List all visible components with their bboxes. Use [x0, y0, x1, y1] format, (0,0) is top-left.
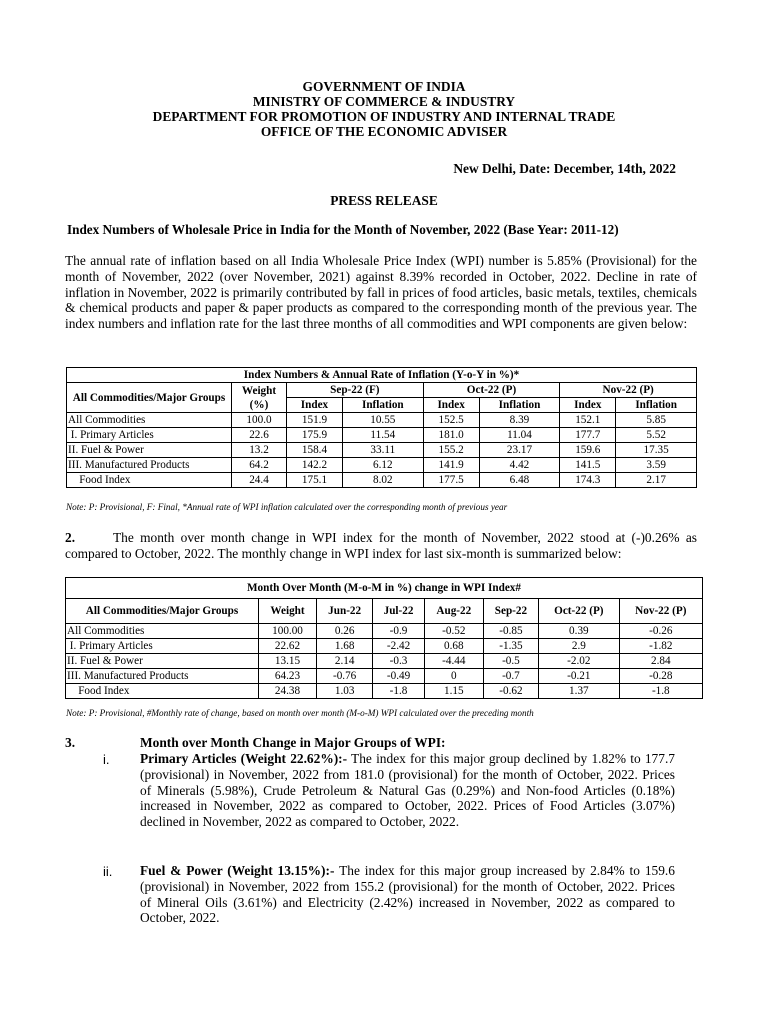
table2-value-cell: -0.62 [483, 684, 538, 699]
table2-header-cell: Oct-22 (P) [539, 599, 620, 624]
item2-roman: ii. [103, 864, 113, 879]
press-release-title: PRESS RELEASE [330, 193, 438, 208]
table2-value-cell: 2.84 [619, 654, 702, 669]
table2-header-cell: All Commodities/Major Groups [66, 599, 259, 624]
date-line: New Delhi, Date: December, 14th, 2022 [453, 161, 676, 176]
table1-note: Note: P: Provisional, F: Final, *Annual rate of WPI inflation calculated over the corresponding month of previous year [66, 502, 508, 512]
table1-value-cell: 175.1 [287, 473, 343, 488]
table1-month-nov: Nov-22 (P) [560, 383, 697, 398]
item1-heading: Primary Articles (Weight 22.62%):- [140, 751, 348, 766]
table1-weight-cell: 22.6 [232, 428, 287, 443]
table2-value-cell: 0.68 [424, 639, 483, 654]
table2-row [66, 654, 703, 669]
table2-value-cell: -4.44 [424, 654, 483, 669]
table1-value-cell: 23.17 [479, 443, 560, 458]
table1-sub-inflation: Inflation [342, 398, 423, 413]
table2-value-cell: 13.15 [259, 654, 317, 669]
table2-row-label: II. Fuel & Power [66, 654, 259, 669]
table2-value-cell: -1.35 [483, 639, 538, 654]
table2-value-cell: -0.9 [373, 624, 425, 639]
table1-value-cell: 5.85 [616, 413, 697, 428]
item1-text: The index for this major group declined by 1.82% to 177.7 (provisional) in November, 2022 from 181.0 (provisional) for the month of October, 2022. Prices of Minerals (5.98%), Crude Petroleum & Natural Gas (0.29%) and Non-food Articles (0.18%) increased in November, 2022 as compared to October, 2022. Prices of Food Articles (3.07%) declined in November, 2022 as compared to October, 2022. [140, 751, 675, 830]
table1-value-cell: 175.9 [287, 428, 343, 443]
table1-value-cell: 152.1 [560, 413, 616, 428]
table2-row [66, 624, 703, 639]
table1-col-weight: Weight (%) [232, 383, 287, 413]
table2-header-cell: Weight [259, 599, 317, 624]
header-line-3: DEPARTMENT FOR PROMOTION OF INDUSTRY AND INTERNAL TRADE [152, 109, 616, 124]
table1-value-cell: 142.2 [287, 458, 343, 473]
table1-row-label: III. Manufactured Products [67, 458, 232, 473]
table1-row [67, 473, 697, 488]
item2-text: The index for this major group increased by 2.84% to 159.6 (provisional) in November, 2022 from 155.2 (provisional) for the month of October, 2022. Prices of Mineral Oils (3.61%) and Electricity (2.42%) increased in November, 2022 as compared to October, 2022. [140, 863, 675, 926]
table1-value-cell: 2.17 [616, 473, 697, 488]
header-line-1: GOVERNMENT OF INDIA [302, 79, 466, 94]
section3-number: 3. [65, 735, 76, 750]
table2-value-cell: -0.7 [483, 669, 538, 684]
table2-row [66, 639, 703, 654]
table2-header-cell: Aug-22 [424, 599, 483, 624]
table1-value-cell: 3.59 [616, 458, 697, 473]
intro-paragraph: The annual rate of inflation based on all India Wholesale Price Index (WPI) number is 5.85% (Provisional) for the month of November, 2022 (over November, 2021) against 8.39% recorded in October, 2022. Decline in rate of inflation in November, 2022 is primarily contributed by fall in prices of food articles, basic metals, textiles, chemicals & chemical products and paper & paper products as compared to the corresponding month of the previous year. The index numbers and inflation rate for the last three months of all commodities and WPI components are given below: [65, 253, 697, 332]
table1-value-cell: 10.55 [342, 413, 423, 428]
item1-paragraph [140, 751, 675, 830]
table1-weight-cell: 24.4 [232, 473, 287, 488]
annual-inflation-table [66, 367, 697, 488]
section2-number: 2. [65, 530, 76, 545]
table1-value-cell: 11.04 [479, 428, 560, 443]
table1-value-cell: 158.4 [287, 443, 343, 458]
table1-value-cell: 155.2 [423, 443, 479, 458]
table2-value-cell: 22.62 [259, 639, 317, 654]
table1-row [67, 413, 697, 428]
table1-value-cell: 8.39 [479, 413, 560, 428]
table2-value-cell: -0.28 [619, 669, 702, 684]
table1-value-cell: 11.54 [342, 428, 423, 443]
table1-sub-inflation: Inflation [479, 398, 560, 413]
table2-header-cell: Nov-22 (P) [619, 599, 702, 624]
table1-value-cell: 5.52 [616, 428, 697, 443]
table2-value-cell: -0.26 [619, 624, 702, 639]
table1-value-cell: 6.48 [479, 473, 560, 488]
table2-row-label: Food Index [66, 684, 259, 699]
table2-value-cell: -0.21 [539, 669, 620, 684]
table2-value-cell: 1.03 [317, 684, 373, 699]
table2-value-cell: -2.02 [539, 654, 620, 669]
table1-value-cell: 141.5 [560, 458, 616, 473]
table1-value-cell: 174.3 [560, 473, 616, 488]
table2-header-cell: Jun-22 [317, 599, 373, 624]
table1-month-oct: Oct-22 (P) [423, 383, 560, 398]
table2-value-cell: -1.82 [619, 639, 702, 654]
table1-value-cell: 6.12 [342, 458, 423, 473]
table2-value-cell: -2.42 [373, 639, 425, 654]
table2-value-cell: 2.14 [317, 654, 373, 669]
table2-value-cell: -0.3 [373, 654, 425, 669]
table1-row [67, 458, 697, 473]
table2-value-cell: 1.37 [539, 684, 620, 699]
table2-value-cell: 1.68 [317, 639, 373, 654]
table2-value-cell: -0.52 [424, 624, 483, 639]
table1-weight-cell: 13.2 [232, 443, 287, 458]
table2-value-cell: -0.76 [317, 669, 373, 684]
table2-value-cell: -1.8 [373, 684, 425, 699]
table1-row-label: Food Index [67, 473, 232, 488]
table1-row [67, 443, 697, 458]
table2-value-cell: 0.39 [539, 624, 620, 639]
section3-title: Month over Month Change in Major Groups of WPI: [140, 735, 446, 750]
table2-value-cell: 100.00 [259, 624, 317, 639]
table1-row [67, 428, 697, 443]
table2-caption: Month Over Month (M-o-M in %) change in WPI Index# [66, 578, 703, 599]
table2-value-cell: 64.23 [259, 669, 317, 684]
item2-heading: Fuel & Power (Weight 13.15%):- [140, 863, 335, 878]
table2-row [66, 669, 703, 684]
table2-row-label: All Commodities [66, 624, 259, 639]
table1-row-label: II. Fuel & Power [67, 443, 232, 458]
table2-value-cell: 2.9 [539, 639, 620, 654]
table1-sub-index: Index [560, 398, 616, 413]
table1-value-cell: 17.35 [616, 443, 697, 458]
table1-value-cell: 141.9 [423, 458, 479, 473]
table2-value-cell: -0.5 [483, 654, 538, 669]
table1-sub-index: Index [287, 398, 343, 413]
header-line-2: MINISTRY OF COMMERCE & INDUSTRY [252, 94, 516, 109]
table2-value-cell: 24.38 [259, 684, 317, 699]
table1-weight-cell: 64.2 [232, 458, 287, 473]
table1-row-label: I. Primary Articles [67, 428, 232, 443]
table2-value-cell: 0.26 [317, 624, 373, 639]
table1-row-label: All Commodities [67, 413, 232, 428]
table1-value-cell: 177.5 [423, 473, 479, 488]
table1-month-sep: Sep-22 (F) [287, 383, 424, 398]
table2-header-cell: Sep-22 [483, 599, 538, 624]
table2-value-cell: -0.85 [483, 624, 538, 639]
table2-header-cell: Jul-22 [373, 599, 425, 624]
table2-row [66, 684, 703, 699]
table1-value-cell: 152.5 [423, 413, 479, 428]
table1-value-cell: 33.11 [342, 443, 423, 458]
table2-value-cell: -1.8 [619, 684, 702, 699]
table1-value-cell: 8.02 [342, 473, 423, 488]
item2-paragraph [140, 863, 675, 926]
document-subtitle: Index Numbers of Wholesale Price in India for the Month of November, 2022 (Base Year: 2011-12) [67, 222, 619, 237]
section2-paragraph: The month over month change in WPI index for the month of November, 2022 stood at (-)0.26% as compared to October, 2022. The monthly change in WPI index for last six-month is summarized below: [65, 530, 697, 561]
mom-change-table [65, 577, 703, 699]
table1-caption: Index Numbers & Annual Rate of Inflation (Y-o-Y in %)* [67, 368, 697, 383]
table1-value-cell: 4.42 [479, 458, 560, 473]
table1-value-cell: 177.7 [560, 428, 616, 443]
table1-value-cell: 181.0 [423, 428, 479, 443]
table1-value-cell: 151.9 [287, 413, 343, 428]
item1-roman: i. [103, 752, 110, 767]
table1-value-cell: 159.6 [560, 443, 616, 458]
table2-row-label: I. Primary Articles [66, 639, 259, 654]
table1-weight-cell: 100.0 [232, 413, 287, 428]
header-line-4: OFFICE OF THE ECONOMIC ADVISER [260, 124, 508, 139]
table2-value-cell: 1.15 [424, 684, 483, 699]
table2-value-cell: 0 [424, 669, 483, 684]
table1-sub-index: Index [423, 398, 479, 413]
table2-value-cell: -0.49 [373, 669, 425, 684]
table2-row-label: III. Manufactured Products [66, 669, 259, 684]
table2-note: Note: P: Provisional, #Monthly rate of change, based on month over month (M-o-M) WPI calculated over the preceding month [66, 708, 534, 718]
table1-col-group: All Commodities/Major Groups [67, 383, 232, 413]
table1-sub-inflation: Inflation [616, 398, 697, 413]
